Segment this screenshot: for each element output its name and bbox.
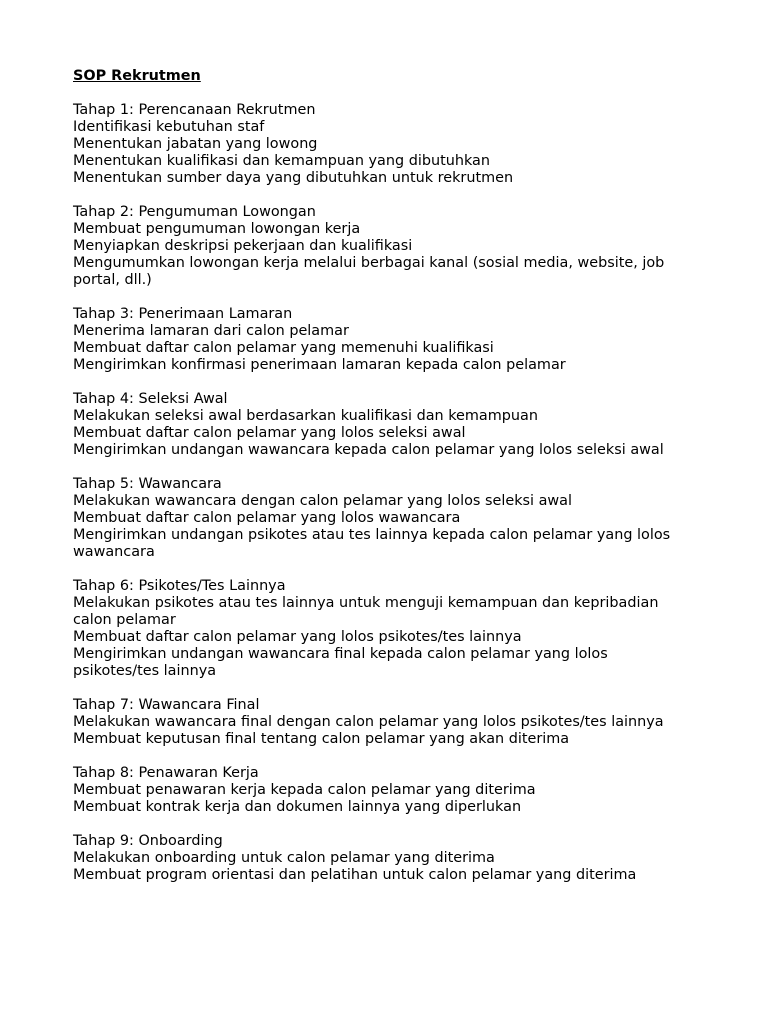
sop-section: [73, 697, 693, 748]
sop-section: [73, 391, 693, 459]
section-heading: Tahap 6: Psikotes/Tes Lainnya: [73, 578, 286, 594]
step-list: [73, 595, 693, 680]
document-title: SOP Rekrutmen: [73, 68, 201, 84]
step-item: Mengirimkan konfirmasi penerimaan lamaran kepada calon pelamar: [73, 357, 566, 373]
step-item: Menyiapkan deskripsi pekerjaan dan kualifikasi: [73, 238, 413, 254]
section-heading: Tahap 4: Seleksi Awal: [73, 391, 228, 407]
step-list: [73, 782, 693, 816]
step-item: Membuat daftar calon pelamar yang lolos psikotes/tes lainnya: [73, 629, 522, 645]
step-item: Melakukan wawancara final dengan calon pelamar yang lolos psikotes/tes lainnya: [73, 714, 664, 730]
step-item: Membuat daftar calon pelamar yang lolos seleksi awal: [73, 425, 466, 441]
step-list: [73, 714, 693, 748]
step-item: Melakukan seleksi awal berdasarkan kualifikasi dan kemampuan: [73, 408, 538, 424]
section-heading: Tahap 3: Penerimaan Lamaran: [73, 306, 293, 322]
step-list: [73, 323, 693, 374]
document-body: [73, 68, 693, 901]
step-item: Menentukan kualifikasi dan kemampuan yang dibutuhkan: [73, 153, 490, 169]
sop-section: [73, 765, 693, 816]
step-list: [73, 408, 693, 459]
section-heading: Tahap 7: Wawancara Final: [73, 697, 260, 713]
step-item: Menentukan jabatan yang lowong: [73, 136, 318, 152]
step-item: Menerima lamaran dari calon pelamar: [73, 323, 349, 339]
step-item: Identifikasi kebutuhan staf: [73, 119, 265, 135]
step-item: Mengumumkan lowongan kerja melalui berbagai kanal (sosial media, website, job portal, dll.): [73, 255, 665, 288]
step-item: Membuat penawaran kerja kepada calon pelamar yang diterima: [73, 782, 536, 798]
step-item: Mengirimkan undangan psikotes atau tes lainnya kepada calon pelamar yang lolos wawancara: [73, 527, 671, 560]
step-list: [73, 119, 693, 187]
section-heading: Tahap 8: Penawaran Kerja: [73, 765, 259, 781]
step-item: Membuat kontrak kerja dan dokumen lainnya yang diperlukan: [73, 799, 522, 815]
sop-section: [73, 204, 693, 289]
step-list: [73, 221, 693, 289]
step-item: Melakukan onboarding untuk calon pelamar yang diterima: [73, 850, 495, 866]
step-item: Mengirimkan undangan wawancara final kepada calon pelamar yang lolos psikotes/tes lainnya: [73, 646, 608, 679]
step-item: Melakukan wawancara dengan calon pelamar yang lolos seleksi awal: [73, 493, 572, 509]
step-item: Membuat keputusan final tentang calon pelamar yang akan diterima: [73, 731, 570, 747]
section-heading: Tahap 2: Pengumuman Lowongan: [73, 204, 316, 220]
document-sections: [73, 102, 693, 884]
step-item: Membuat program orientasi dan pelatihan untuk calon pelamar yang diterima: [73, 867, 637, 883]
step-item: Membuat daftar calon pelamar yang memenuhi kualifikasi: [73, 340, 494, 356]
section-heading: Tahap 9: Onboarding: [73, 833, 223, 849]
sop-section: [73, 306, 693, 374]
sop-section: [73, 578, 693, 680]
sop-section: [73, 102, 693, 187]
step-item: Menentukan sumber daya yang dibutuhkan untuk rekrutmen: [73, 170, 514, 186]
sop-section: [73, 833, 693, 884]
sop-section: [73, 476, 693, 561]
step-list: [73, 850, 693, 884]
step-item: Mengirimkan undangan wawancara kepada calon pelamar yang lolos seleksi awal: [73, 442, 664, 458]
section-heading: Tahap 5: Wawancara: [73, 476, 222, 492]
step-list: [73, 493, 693, 561]
section-heading: Tahap 1: Perencanaan Rekrutmen: [73, 102, 316, 118]
step-item: Melakukan psikotes atau tes lainnya untuk menguji kemampuan dan kepribadian calon pelamar: [73, 595, 659, 628]
step-item: Membuat daftar calon pelamar yang lolos wawancara: [73, 510, 461, 526]
step-item: Membuat pengumuman lowongan kerja: [73, 221, 361, 237]
